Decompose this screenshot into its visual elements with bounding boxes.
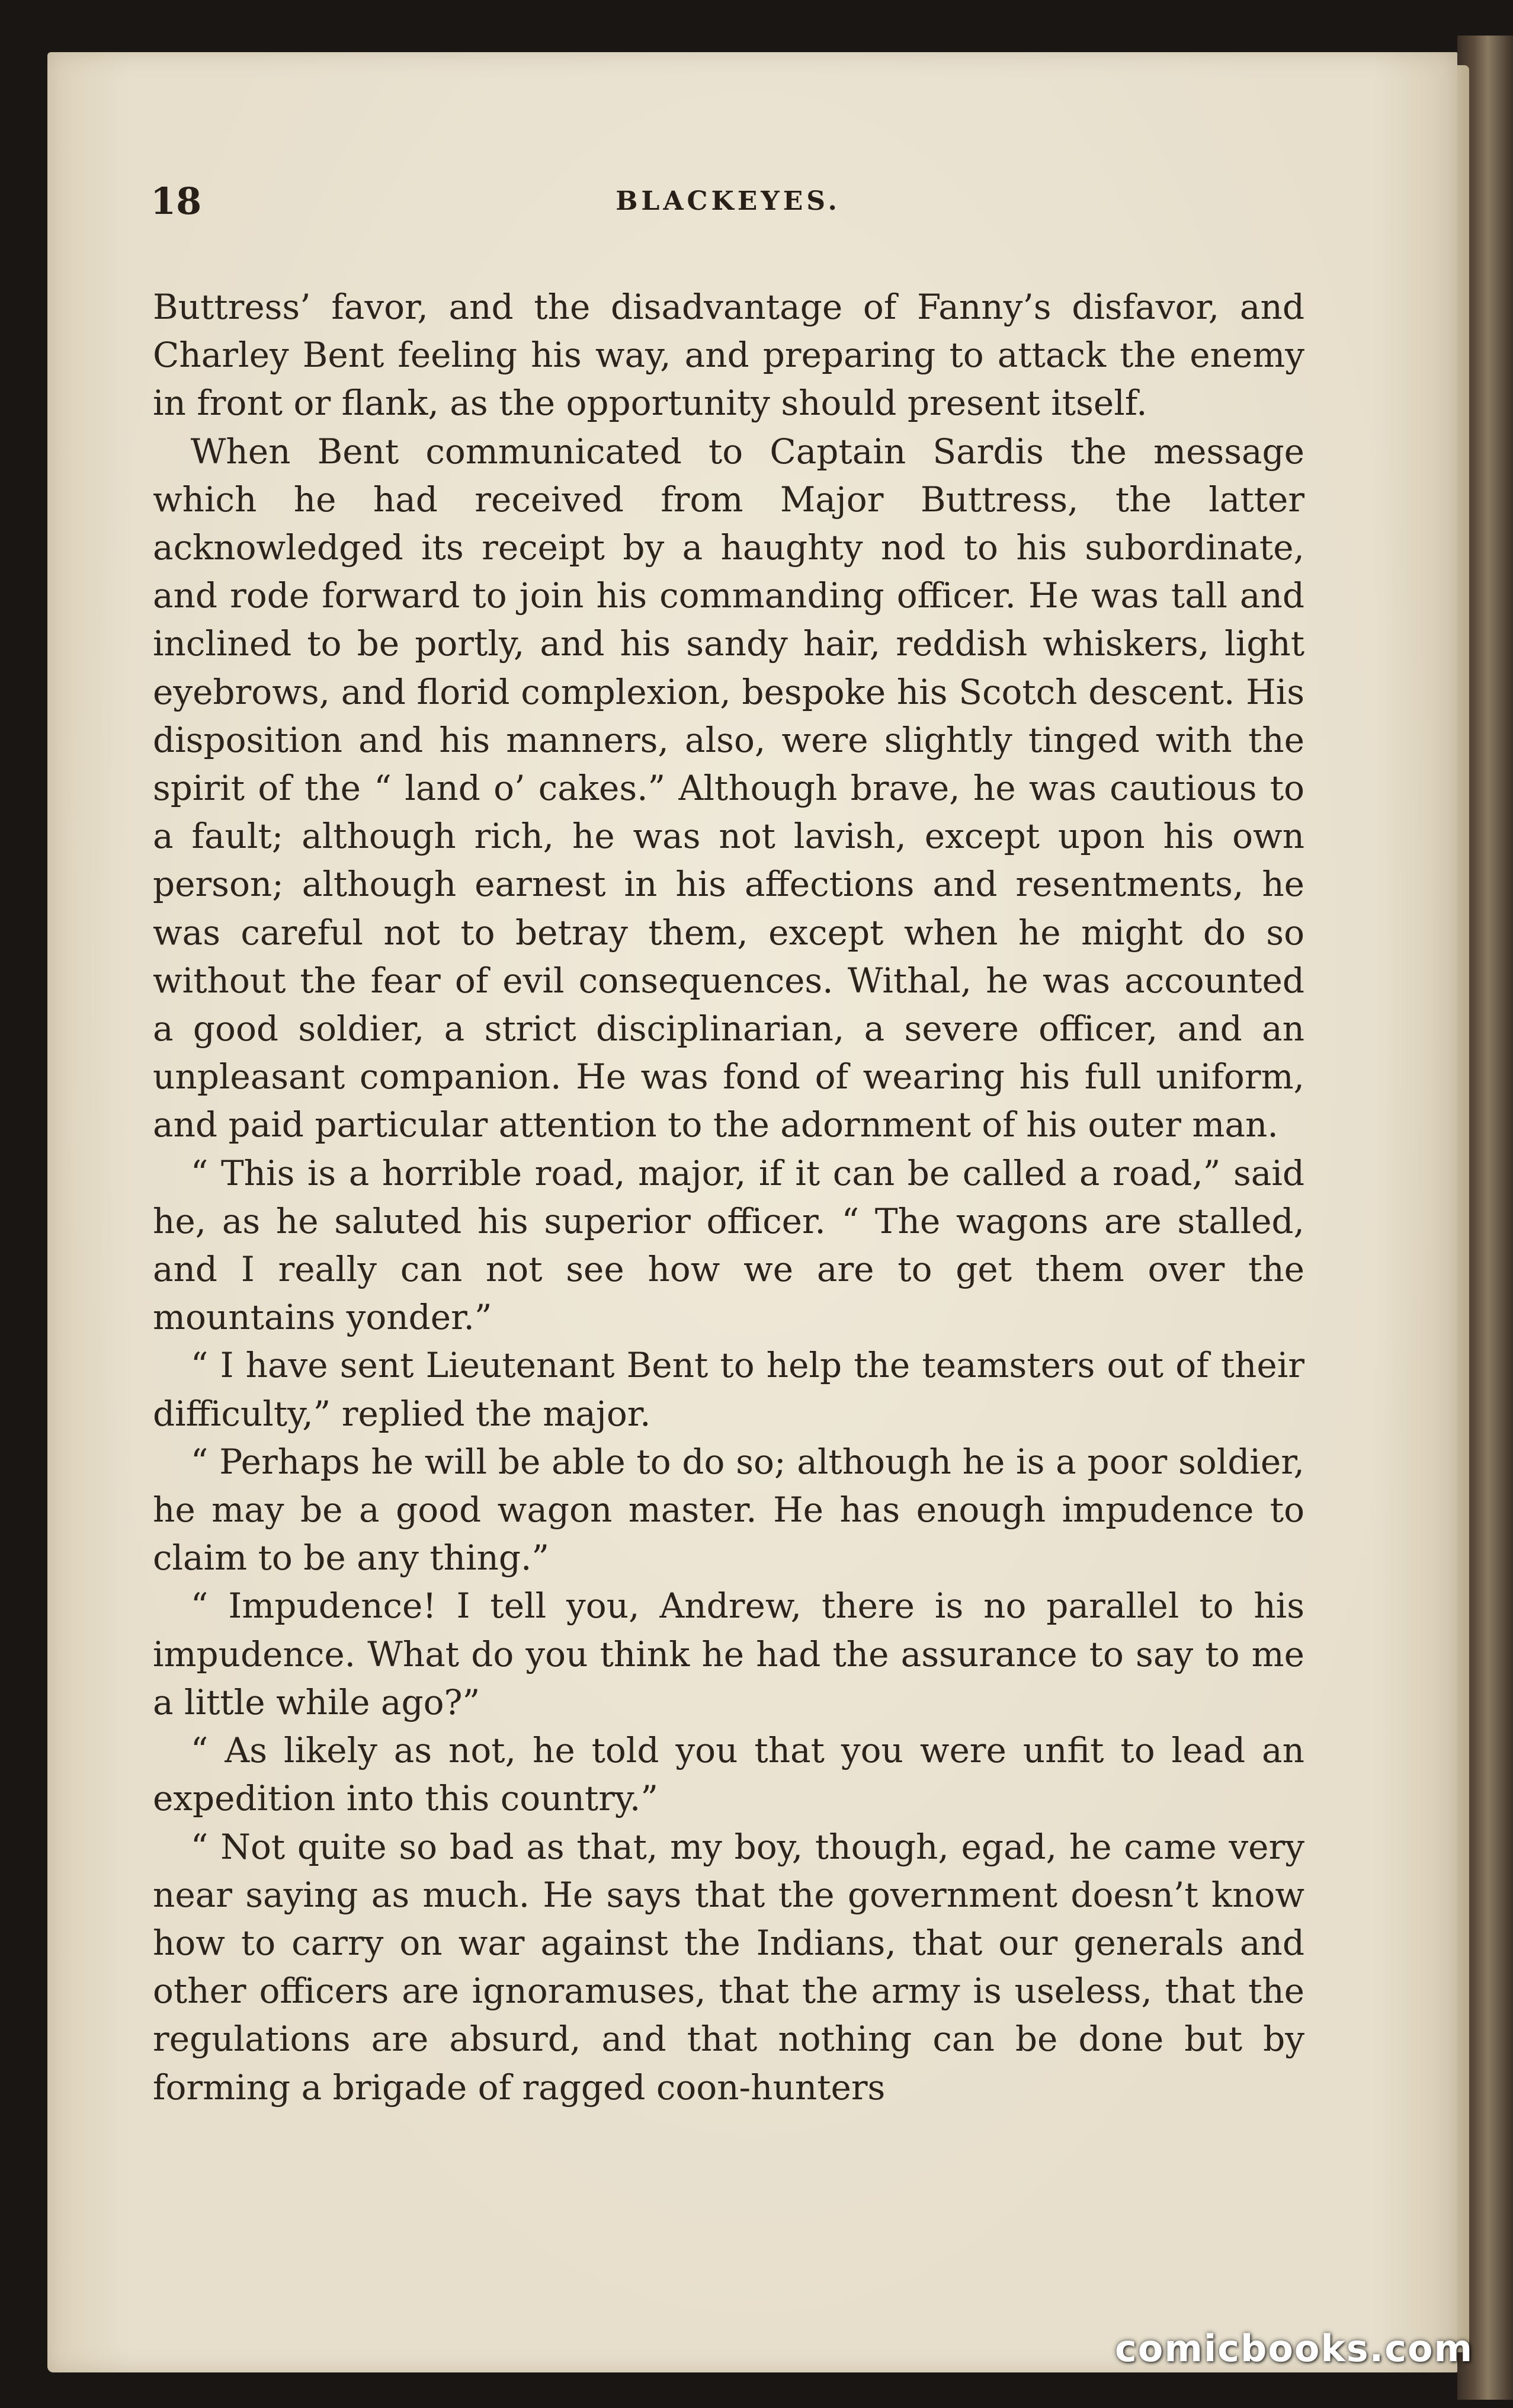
body-text xyxy=(153,283,1304,2112)
page-number: 18 xyxy=(150,180,202,223)
watermark: comicbooks.com xyxy=(1115,2327,1474,2370)
paragraph-7: “ As likely as not, he told you that you were unfit to lead an expedition into this country.” xyxy=(153,1730,1304,1819)
paragraph-5: “ Perhaps he will be able to do so; although he is a poor soldier, he may be a good wagon master. He has enough impudence to claim to be any thing.” xyxy=(153,1441,1304,1578)
paragraph-1: Buttress’ favor, and the disadvantage of Fanny’s disfavor, and Charley Bent feeling his way, and preparing to attack the enemy in front or flank, as the opportunity should present itself. xyxy=(153,287,1304,424)
paragraph-4: “ I have sent Lieutenant Bent to help the teamsters out of their difficulty,” replied the major. xyxy=(153,1345,1304,1434)
paragraph-3: “ This is a horrible road, major, if it can be called a road,” said he, as he saluted his superior officer. “ The wagons are stalled, and I really can not see how we are to get them over the mountains yonder.” xyxy=(153,1152,1304,1338)
paragraph-2: When Bent communicated to Captain Sardis the message which he had received from Major Buttress, the latter acknowledged its receipt by a haughty nod to his subordinate, and rode forward to join his commanding officer. He was tall and inclined to be portly, and his sandy hair, reddish whiskers, light eyebrows, and florid complexion, bespoke his Scotch descent. His disposition and his manners, also, were slightly tinged with the spirit of the “ land o’ cakes.” Although brave, he was cautious to a fault; although rich, he was not lavish, except upon his own person; although earnest in his affections and resentments, he was careful not to betray them, except when he might do so without the fear of evil consequences. Withal, he was accounted a good soldier, a strict disciplinarian, a severe officer, and an unpleasant companion. He was fond of wearing his full uniform, and paid particular attention to the adornment of his outer man. xyxy=(153,431,1304,1145)
paragraph-8: “ Not quite so bad as that, my boy, though, egad, he came very near saying as much. He says that the government doesn’t know how to carry on war against the Indians, that our generals and other officers are ignoramuses, that the army is useless, that the regulations are absurd, and that nothing can be done but by forming a brigade of ragged coon-hunters xyxy=(153,1826,1304,2108)
running-title: BLACKEYES. xyxy=(616,186,841,216)
running-head xyxy=(150,178,1306,225)
paragraph-6: “ Impudence! I tell you, Andrew, there is no parallel to his impudence. What do you think he had the assurance to say to me a little while ago?” xyxy=(153,1586,1304,1722)
